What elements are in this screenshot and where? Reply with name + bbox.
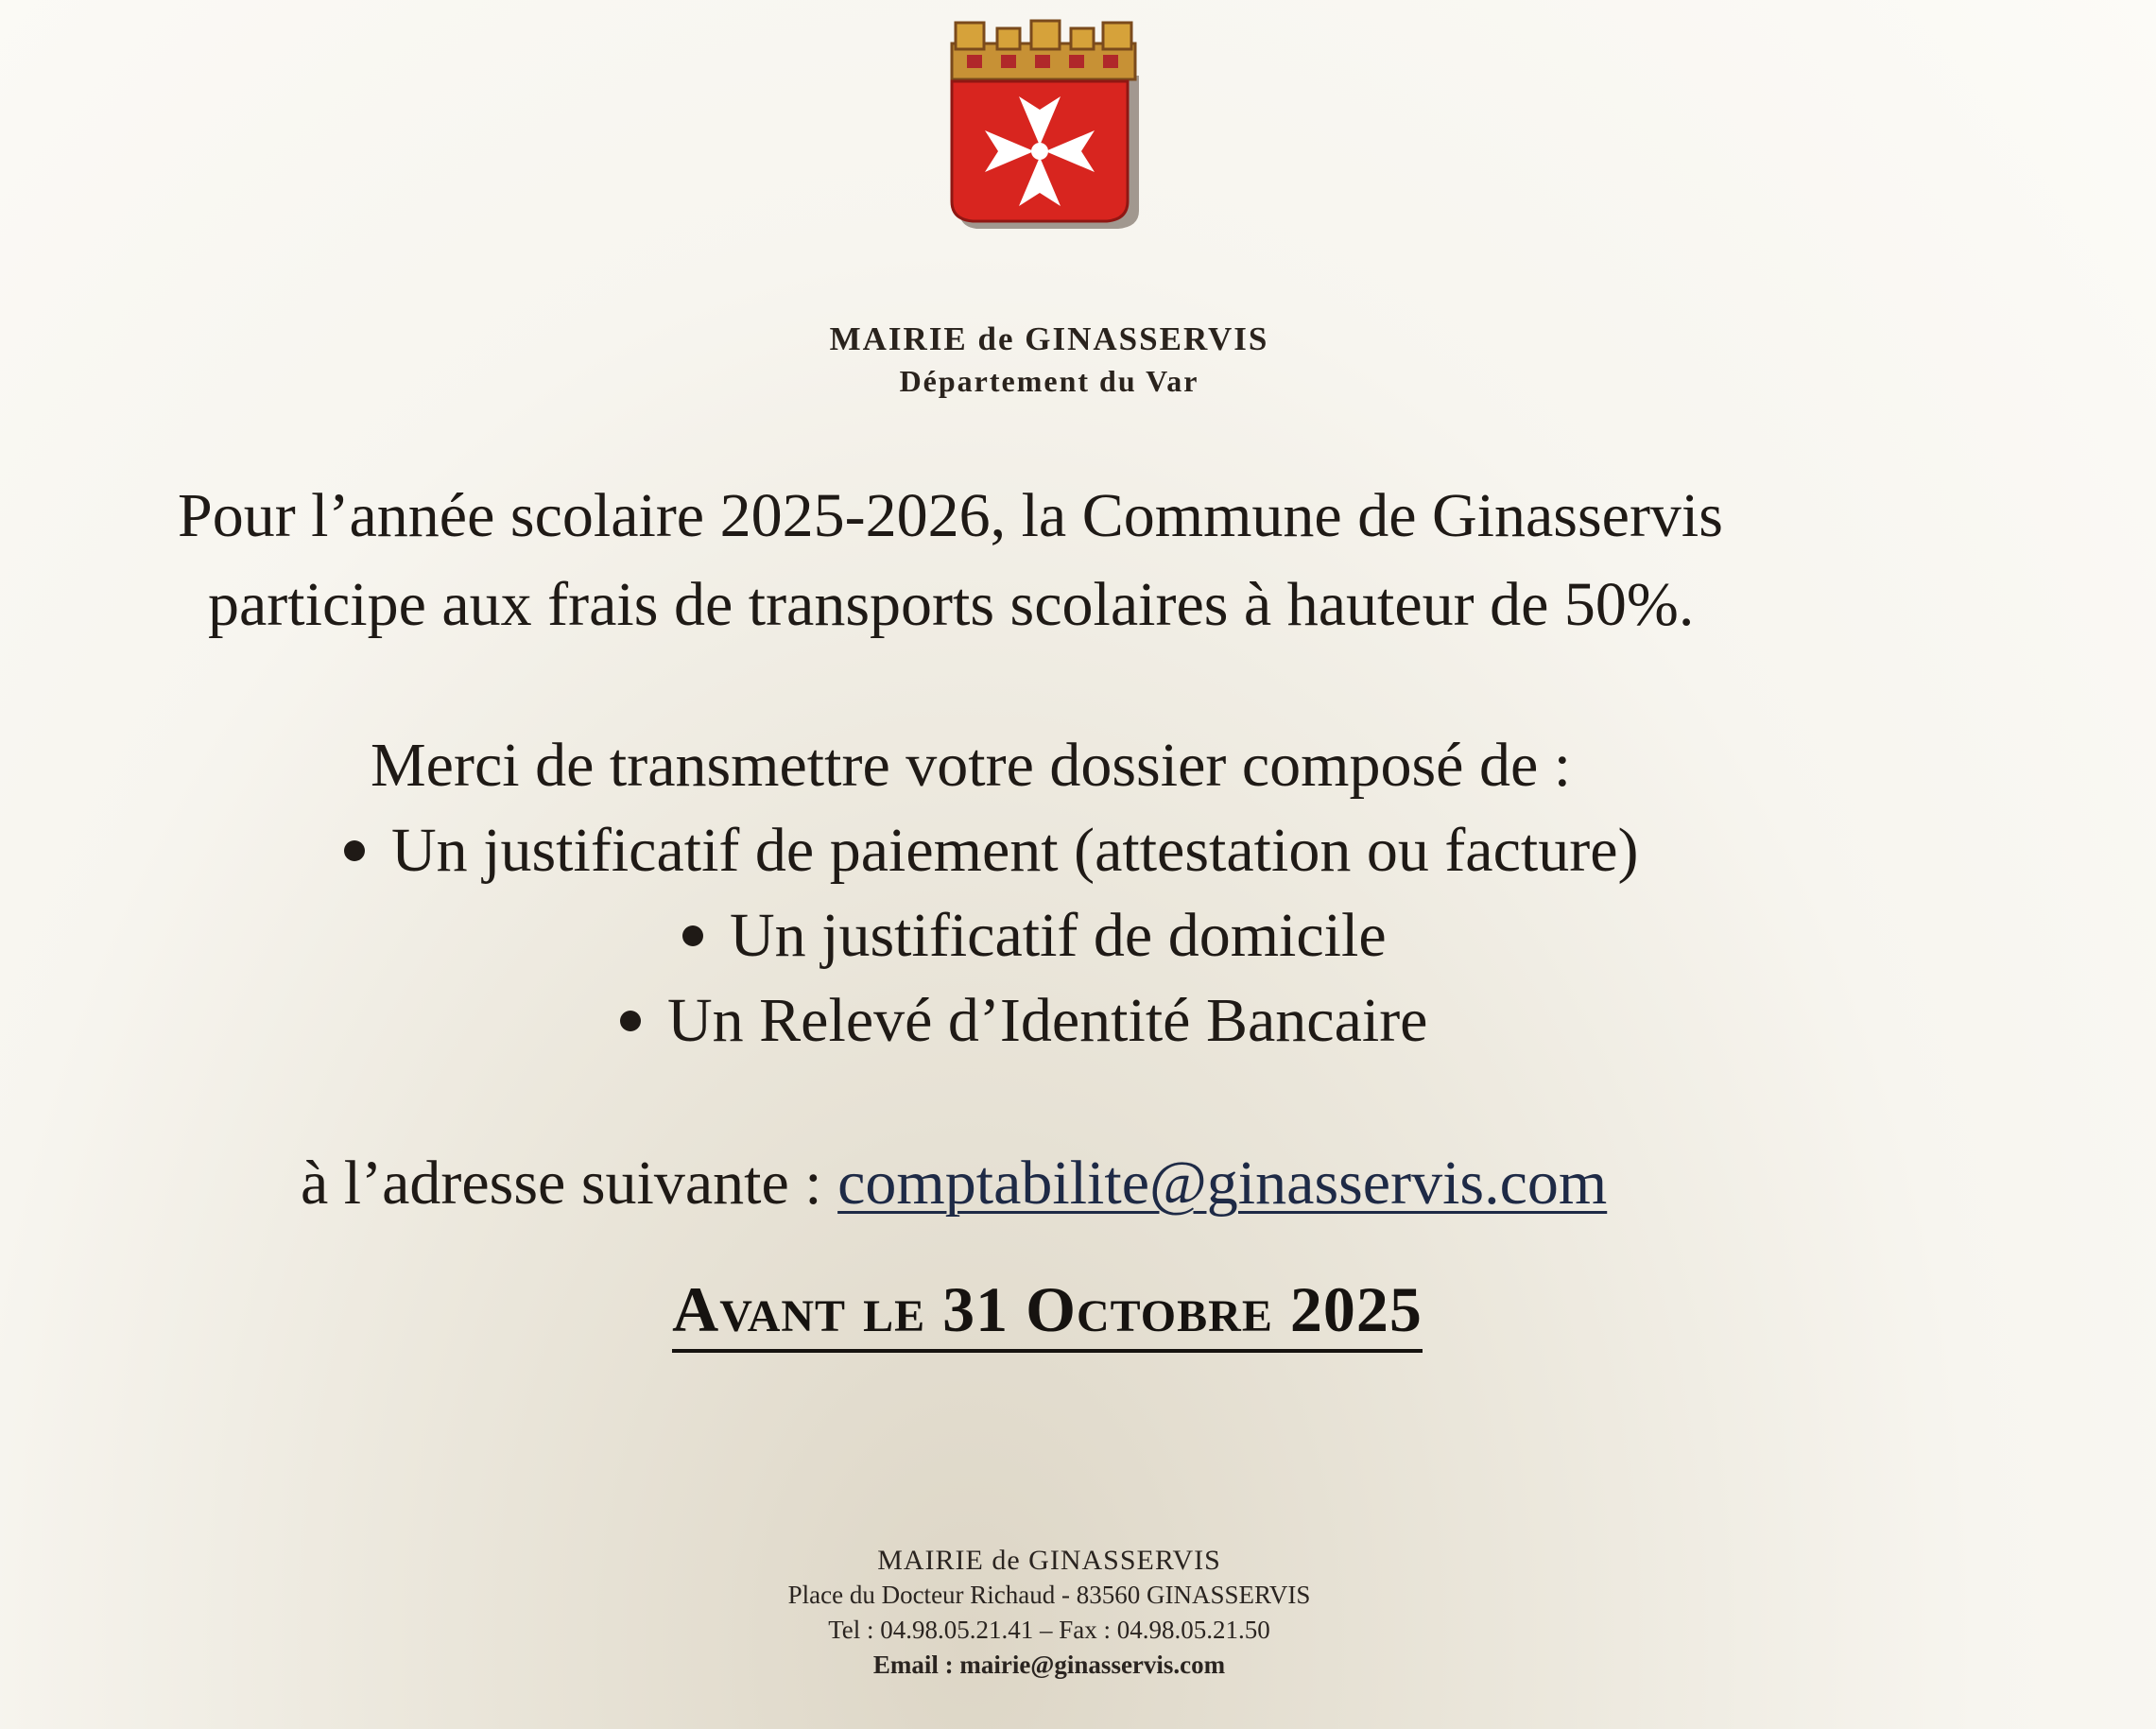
footer-title: MAIRIE de GINASSERVIS — [877, 1545, 1221, 1576]
header-subtitle: Département du Var — [899, 364, 1199, 398]
list-item-text: Un Relevé d’Identité Bancaire — [667, 986, 1428, 1055]
footer — [0, 1543, 2098, 1683]
address-line — [301, 1148, 1607, 1219]
footer-email: Email : mairie@ginasservis.com — [872, 1651, 1226, 1679]
header-title: MAIRIE de GINASSERVIS — [829, 320, 1269, 357]
bullet-icon — [620, 1011, 641, 1031]
bullet-icon — [682, 925, 703, 946]
bullet-icon — [344, 840, 365, 861]
deadline-text: Avant le 31 Octobre 2025 — [672, 1273, 1423, 1353]
footer-address: Place du Docteur Richaud - 83560 GINASSERVIS — [787, 1581, 1311, 1609]
deadline — [0, 1272, 2095, 1347]
letterhead — [0, 318, 2098, 401]
intro-line-1: Pour l’année scolaire 2025-2026, la Commune de Ginasservis — [178, 481, 1723, 550]
coat-of-arms-maltese-cross-icon — [939, 17, 1147, 234]
list-item — [620, 985, 1427, 1057]
request-lead: Merci de transmettre votre dossier composé de : — [371, 731, 1572, 800]
intro-line-2: participe aux frais de transports scolaires à hauteur de 50%. — [208, 570, 1695, 639]
list-item — [682, 900, 1387, 972]
list-item-text: Un justificatif de domicile — [730, 901, 1387, 970]
footer-phone-fax: Tel : 04.98.05.21.41 – Fax : 04.98.05.21.50 — [828, 1616, 1270, 1644]
email-link[interactable]: comptabilite@ginasservis.com — [837, 1149, 1608, 1218]
list-item-text: Un justificatif de paiement (attestation ou facture) — [391, 816, 1639, 885]
list-item — [344, 815, 1638, 887]
address-prefix: à l’adresse suivante : — [301, 1149, 838, 1218]
